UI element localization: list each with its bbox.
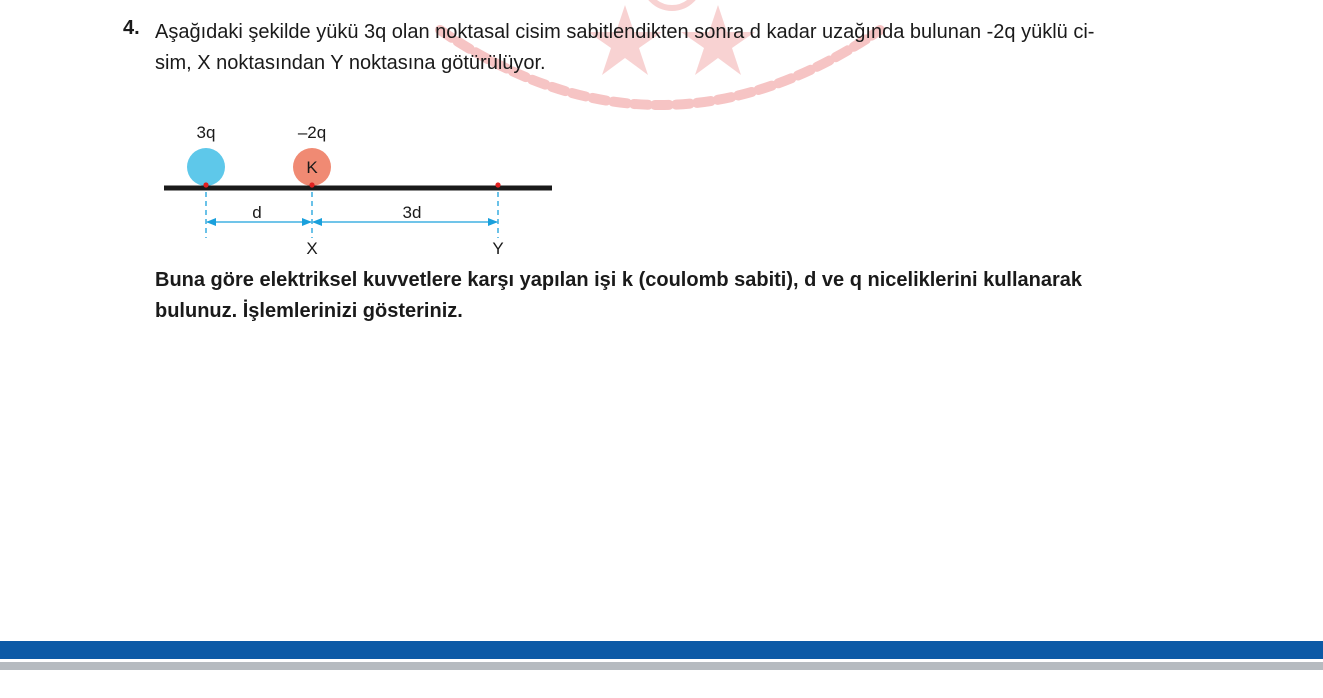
footer-band-blue (0, 641, 1323, 659)
footer-band-gray (0, 662, 1323, 670)
charge-3q-label: 3q (196, 123, 216, 142)
point-origin-dot (203, 182, 208, 187)
point-x-dot (309, 182, 314, 187)
charge-diagram (0, 0, 1323, 280)
point-y-label: Y (492, 239, 504, 258)
dimension-d-label: d (252, 203, 262, 222)
charge-3q-sphere (187, 148, 225, 186)
charge-k-name: K (306, 158, 318, 177)
point-x-label: X (306, 239, 318, 258)
question-text-line-2: sim, X noktasından Y noktasına götürülüyor. (155, 52, 546, 74)
question-text-line-1: Aşağıdaki şekilde yükü 3q olan noktasal cisim sabitlendikten sonra d kadar uzağında bulunan -2q yüklü ci- (155, 21, 1095, 43)
question-prompt-line-1: Buna göre elektriksel kuvvetlere karşı yapılan işi k (coulomb sabiti), d ve q niceliklerini kullanarak (155, 269, 1083, 291)
dimension-3d-label: 3d (402, 203, 422, 222)
charge-minus-2q-label: –2q (297, 123, 327, 142)
point-y-dot (495, 182, 500, 187)
question-prompt (155, 265, 1255, 327)
question-prompt-line-2: bulunuz. İşlemlerinizi gösteriniz. (155, 300, 463, 322)
question-number: 4. (123, 17, 140, 39)
